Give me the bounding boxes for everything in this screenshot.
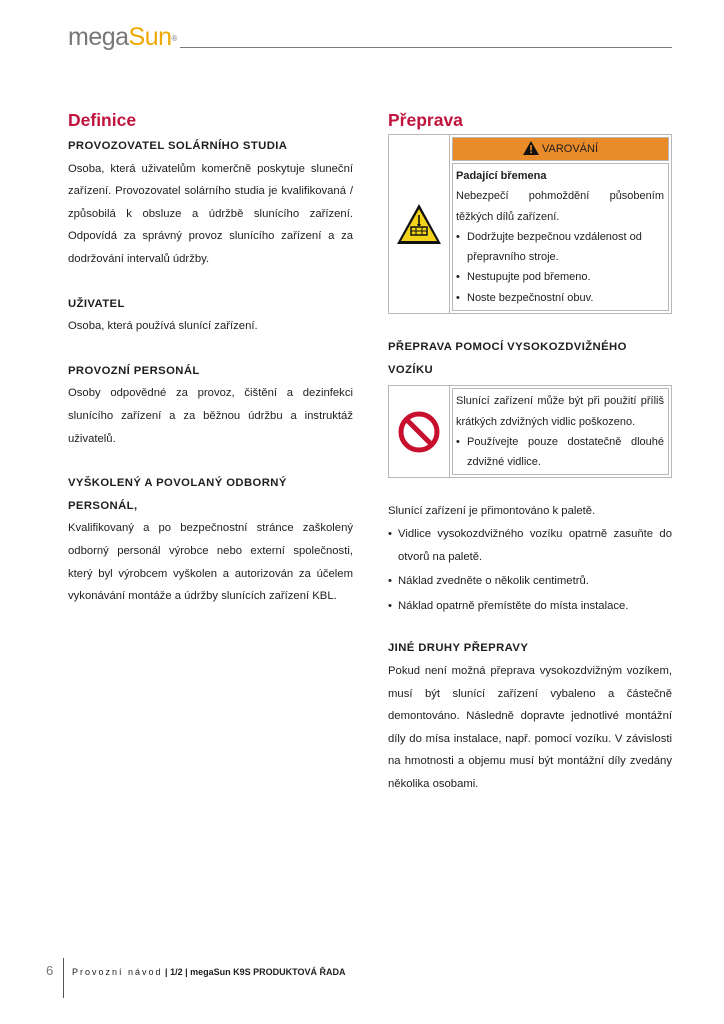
pallet-bullet: • Náklad opatrně přemístěte do místa instalace. xyxy=(388,595,672,618)
section-heading: PROVOZOVATEL SOLÁRNÍHO STUDIA xyxy=(68,140,288,152)
logo-registered-mark: ® xyxy=(171,34,177,43)
page-number: 6 xyxy=(46,963,54,978)
warning-bullet-text: Noste bezpečnostní obuv. xyxy=(467,291,594,304)
warning-text-block xyxy=(452,163,669,311)
prohibition-box xyxy=(388,385,672,478)
section-body: Osoba, která používá slunící zařízení. xyxy=(68,320,258,333)
definition-user xyxy=(68,293,353,338)
section-heading: UŽIVATEL xyxy=(68,297,125,310)
other-transport-body: Pokud není možná přeprava vysokozdvižným vozíkem, musí být slunící zařízení vybaleno a částečně demontováno. Následně dopravte jednotlivé montážní díly do mísa instalace, např. pomocí vozíku. V závislosti na hmotnosti a objemu musí být montážní díly zvedány několika osobami. xyxy=(388,665,672,790)
transport-title: Přeprava xyxy=(388,110,463,130)
warning-box xyxy=(388,134,672,314)
pallet-intro: Slunící zařízení je přimontováno k paletě. xyxy=(388,505,596,518)
definitions-title: Definice xyxy=(68,110,137,130)
warning-text: Nebezpečí pohmoždění působením těžkých dílů zařízení. xyxy=(456,190,664,223)
pallet-bullet-text: Náklad opatrně přemístěte do místa instalace. xyxy=(398,599,629,612)
section-body: Kvalifikovaný a po bezpečnostní stránce zaškolený odborný personál výrobce nebo externí společnosti, který byl výrobcem vyškolen a autorizován za účelem vykonávání montáže a údržby slunících zařízení KBL. xyxy=(68,522,353,603)
footer-text xyxy=(72,965,345,979)
warning-bullet: • Nestupujte pod břemeno. xyxy=(456,267,664,287)
footer-divider xyxy=(63,958,64,998)
definition-operator xyxy=(68,135,353,271)
logo-text-mega: mega xyxy=(68,23,129,51)
section-heading: VYŠKOLENÝ A POVOLANÝ ODBORNÝ PERSONÁL, xyxy=(68,477,287,512)
warning-bullet-text: Nestupujte pod břemeno. xyxy=(467,271,591,284)
brand-logo xyxy=(68,22,177,52)
forklift-heading: PŘEPRAVA POMOCÍ VYSOKOZDVIŽNÉHO VOZÍKU xyxy=(388,341,627,376)
prohibition-content xyxy=(450,386,671,477)
warning-content xyxy=(450,135,671,313)
warning-icon-cell xyxy=(389,135,450,313)
definition-operating-staff xyxy=(68,360,353,450)
prohibition-icon xyxy=(398,411,440,453)
logo-text-sun: Sun xyxy=(128,23,172,51)
pallet-bullet-text: Náklad zvedněte o několik centimetrů. xyxy=(398,575,589,588)
transport-column xyxy=(388,108,672,796)
section-heading: PROVOZNÍ PERSONÁL xyxy=(68,364,200,377)
prohibition-text-block xyxy=(452,388,669,475)
section-body: Osoba, která uživatelům komerčně poskytuje sluneční zařízení. Provozovatel solárního studia je kvalifikovaná / způsobilá k obsluze a údržbě slunícího zařízení. Odpovídá za správný provoz slunícího zařízení a za dodržování intervalů údržby. xyxy=(68,162,353,265)
prohibition-text: Slunící zařízení může být při použití příliš krátkých zdvižných vidlic poškozeno. xyxy=(456,395,664,428)
warning-header xyxy=(452,137,669,161)
other-transport-heading: JINÉ DRUHY PŘEPRAVY xyxy=(388,642,529,655)
definition-qualified-staff xyxy=(68,472,353,608)
warning-bullet: • Dodržujte bezpečnou vzdálenost od přepravního stroje. xyxy=(456,227,664,268)
pallet-bullet: • Vidlice vysokozdvižného vozíku opatrně zasuňte do otvorů na paletě. xyxy=(388,523,672,568)
pallet-bullet-text: Vidlice vysokozdvižného vozíku opatrně zasuňte do otvorů na paletě. xyxy=(398,528,672,563)
warning-header-label: VAROVÁNÍ xyxy=(541,143,599,155)
warning-heading: Padající břemena xyxy=(456,170,547,182)
warning-bullet: • Noste bezpečnostní obuv. xyxy=(456,288,664,308)
definitions-column xyxy=(68,108,353,608)
section-body: Osoby odpovědné za provoz, čištění a dezinfekci slunícího zařízení a za běžnou údržbu a instruktáž uživatelů. xyxy=(68,387,353,445)
prohibition-icon-cell xyxy=(389,386,450,477)
footer-doc-type: Provozní návod xyxy=(72,967,163,977)
header-rule xyxy=(180,47,672,48)
hanging-load-warning-icon xyxy=(395,202,443,246)
prohibition-bullet: • Používejte pouze dostatečně dlouhé zdvižné vidlice. xyxy=(456,432,664,473)
warning-triangle-icon xyxy=(523,141,539,155)
pallet-bullet: • Náklad zvedněte o několik centimetrů. xyxy=(388,570,672,593)
prohibition-bullet-text: Používejte pouze dostatečně dlouhé zdvižné vidlice. xyxy=(467,435,664,469)
footer-doc-info: | 1/2 | megaSun K9S PRODUKTOVÁ ŘADA xyxy=(162,967,346,977)
warning-bullet-text: Dodržujte bezpečnou vzdálenost od přepravního stroje. xyxy=(467,230,642,264)
